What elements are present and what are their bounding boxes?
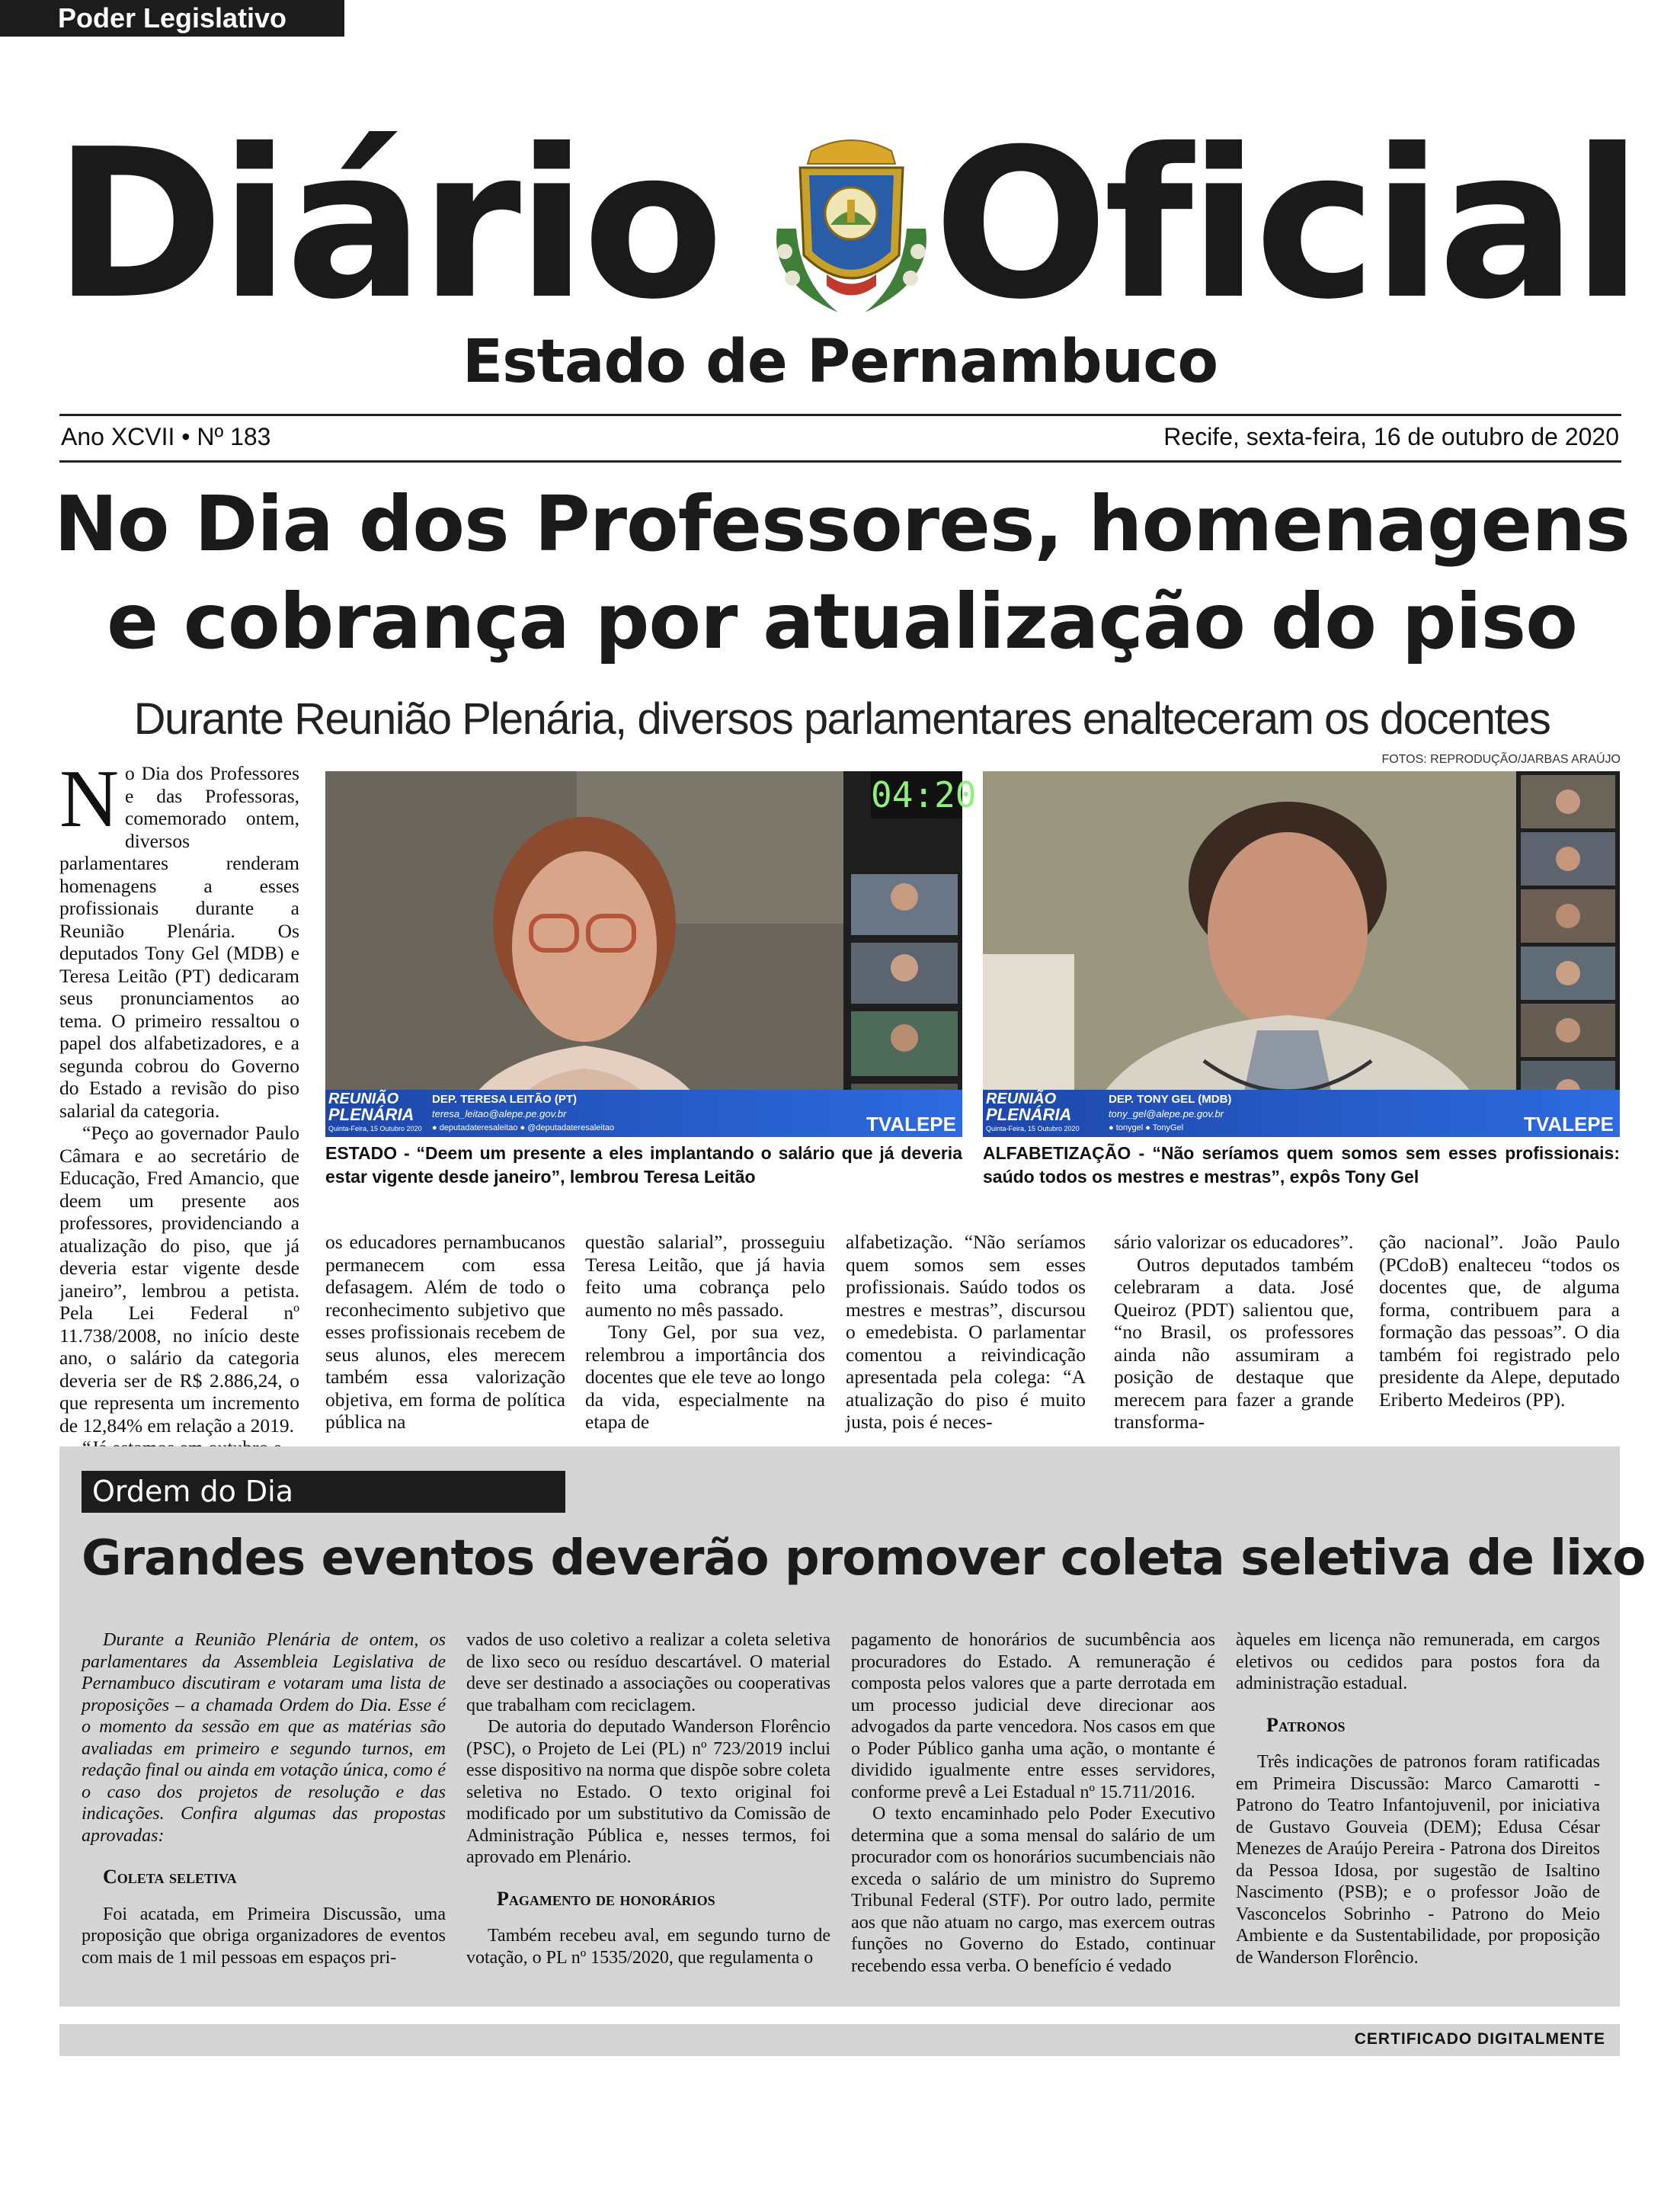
paragraph: sário valorizar os educadores”. bbox=[1114, 1231, 1354, 1253]
speaker-social: ● tonygel ● TonyGel bbox=[1109, 1123, 1184, 1132]
photo-teresa-leitao bbox=[325, 771, 977, 1137]
paragraph: vados de uso coletivo a realizar a coleta seletiva de lixo seco ou resíduo descartável. O material deve ser destinado a associações ou cooperativas que trabalham com reciclagem. bbox=[466, 1630, 830, 1715]
section-badge: Poder Legislativo bbox=[0, 0, 344, 37]
timer-display: 04:20 bbox=[871, 771, 962, 818]
article-column-4 bbox=[846, 1231, 1086, 1433]
program-bug-line-2: PLENÁRIA bbox=[986, 1105, 1072, 1124]
ordem-column-2 bbox=[466, 1629, 830, 1968]
article-column-2 bbox=[325, 1231, 565, 1433]
masthead-title-left: Diário bbox=[53, 104, 720, 344]
paragraph: Três indicações de patronos foram ratificadas em Primeira Discussão: Marco Camarotti - Patrono do Teatro Infantojuvenil, por iniciativa de Gustavo Gouveia (DEM); Edusa César Menezes de Araújo Pereira - Patrona dos Direitos da Pessoa Idosa, por sugestão de Isaltino Nascimento (PSB); e o professor João de Vasconcelos Sobrinho - Patrono do Meio Ambiente e da Sustentabilidade, por proposição de Wanderson Florêncio. bbox=[1236, 1752, 1600, 1968]
speaker-email: tony_gel@alepe.pe.gov.br bbox=[1109, 1108, 1224, 1120]
paragraph: Outros deputados também celebraram a data. José Queiroz (PDT) salientou que, “no Brasil, os professores ainda não assumiram a posição de destaque que merecem para fazer a grande transforma- bbox=[1114, 1253, 1354, 1433]
tv-alepe-logo: TVALEPE bbox=[866, 1113, 956, 1136]
paragraph: Também recebeu aval, em segundo turno de votação, o PL nº 1535/2020, que regulamenta o bbox=[466, 1926, 830, 1968]
paragraph: o Dia dos Professores e das Professoras, comemorado ontem, diversos parlamentares renderam homenagens a esses profissionais durante a Reunião Plenária. Os deputados Tony Gel (MDB) e Teresa Leitão (PT) dedicaram seus pronunciamentos ao tema. O primeiro ressaltou o papel dos alfabetizadores, e a segunda cobrou do Governo do Estado a revisão do piso salarial da categoria. bbox=[59, 762, 299, 1122]
coat-of-arms-icon bbox=[754, 130, 949, 320]
section-heading: Patronos bbox=[1266, 1713, 1346, 1736]
bottom-rule bbox=[59, 460, 1621, 463]
paragraph: os educadores pernambucanos permanecem com essa defasagem. Além de todo o reconhecimento subjetivo que esses profissionais recebem de seus alunos, eles merecem também essa valorização objetiva, em forma de política pública na bbox=[325, 1231, 565, 1433]
program-bug-line-2: PLENÁRIA bbox=[328, 1105, 414, 1124]
article-column-1 bbox=[59, 754, 299, 1459]
paragraph: Foi acatada, em Primeira Discussão, uma proposição que obriga organizadores de eventos com mais de 1 mil pessoas em espaços pri- bbox=[82, 1904, 446, 1968]
paragraph: “Peço ao governador Paulo Câmara e ao secretário de Educação, Fred Amancio, que deem um presente aos professores, providenciando a atualização do piso, que já deveria estar vigente desde janeiro”, lembrou a petista. Pela Lei Federal nº 11.738/2008, no início deste ano, o salário da categoria deveria ser de R$ 2.886,24, o que representa um incremento de 12,84% em relação a 2019. bbox=[59, 1122, 299, 1437]
speaker-name: DEP. TONY GEL (MDB) bbox=[1109, 1093, 1232, 1106]
tv-alepe-logo: TVALEPE bbox=[1524, 1113, 1614, 1136]
photo-tony-gel bbox=[983, 771, 1620, 1137]
paragraph: O texto encaminhado pelo Poder Executivo determina que a soma mensal do salário de um procurador com os honorários sucumbenciais não exceda o salário de um ministro do Supremo Tribunal Federal (STF). Por outro lado, permite aos que não atuam no cargo, mas exercem outras funções no Governo do Estado, continuar recebendo essa verba. O benefício é vedado bbox=[851, 1804, 1215, 1976]
paragraph: ção nacional”. João Paulo (PCdoB) enalteceu “todos os docentes que, de alguma forma, contribuem para a formação das pessoas”. O dia também foi registrado pelo presidente da Alepe, deputado Eriberto Medeiros (PP). bbox=[1379, 1231, 1620, 1411]
speaker-email: teresa_leitao@alepe.pe.gov.br bbox=[432, 1108, 567, 1120]
lower-third bbox=[983, 1090, 1620, 1137]
photo-caption-2: ALFABETIZAÇÃO - “Não seríamos quem somos sem esses profissionais: saúdo todos os mestres e mestras”, expôs Tony Gel bbox=[983, 1143, 1620, 1187]
ordem-column-4 bbox=[1236, 1629, 1600, 1968]
subheadline: Durante Reunião Plenária, diversos parlamentares enalteceram os docentes bbox=[133, 694, 1550, 744]
video-frame bbox=[325, 771, 962, 1137]
article-column-5 bbox=[1114, 1231, 1354, 1433]
section-heading: Pagamento de honorários bbox=[497, 1887, 715, 1910]
headline-line-2: e cobrança por atualização do piso bbox=[107, 577, 1577, 666]
masthead-subtitle: Estado de Pernambuco bbox=[462, 328, 1218, 396]
program-bug-line-1: REUNIÃO bbox=[986, 1091, 1057, 1107]
edition-number: Ano XCVII • Nº 183 bbox=[61, 423, 271, 450]
article-column-3 bbox=[585, 1231, 825, 1433]
section-heading: Coleta seletiva bbox=[103, 1866, 237, 1888]
headline-line-1: No Dia dos Professores, homenagens bbox=[54, 479, 1630, 569]
article-column-6 bbox=[1379, 1231, 1620, 1411]
paragraph: pagamento de honorários de sucumbência aos procuradores do Estado. A remuneração é composta pelos valores que a parte derrotada em um processo judicial deve direcionar aos advogados da parte vencedora. Nos casos em que o Poder Público ganha uma ação, o montante é dividido igualmente entre esses servidores, conforme prevê a Lei Estadual nº 15.711/2016. bbox=[851, 1630, 1215, 1802]
drop-cap: N bbox=[59, 754, 119, 844]
speaker-name: DEP. TERESA LEITÃO (PT) bbox=[432, 1093, 578, 1106]
ordem-do-dia-tag: Ordem do Dia bbox=[82, 1471, 565, 1513]
paragraph: àqueles em licença não remunerada, em cargos eletivos ou cedidos para postos fora da administração estadual. bbox=[1236, 1630, 1600, 1693]
masthead-title-right: Oficial bbox=[933, 104, 1638, 344]
paragraph: questão salarial”, prosseguiu Teresa Leitão, que já havia feito uma cobrança pelo aumento no mês passado. bbox=[585, 1231, 825, 1321]
program-date: Quinta-Feira, 15 Outubro 2020 bbox=[328, 1125, 422, 1132]
photo-credit: FOTOS: REPRODUÇÃO/JARBAS ARAÚJO bbox=[1381, 753, 1621, 766]
lower-third bbox=[325, 1090, 962, 1137]
video-frame bbox=[983, 771, 1620, 1137]
paragraph: De autoria do deputado Wanderson Florêncio (PSC), o Projeto de Lei (PL) nº 723/2019 inclui esse dispositivo na norma que dispõe sobre coleta seletiva no Estado. O texto original foi modificado por um substitutivo da Comissão de Administração Pública e, nesses termos, foi aprovado em Plenário. bbox=[466, 1717, 830, 1867]
ordem-column-1 bbox=[82, 1629, 446, 1968]
program-bug-line-1: REUNIÃO bbox=[328, 1091, 399, 1107]
program-date: Quinta-Feira, 15 Outubro 2020 bbox=[986, 1125, 1080, 1132]
photo-caption-1: ESTADO - “Deem um presente a eles implantando o salário que já deveria estar vigente desde janeiro”, lembrou Teresa Leitão bbox=[325, 1143, 962, 1187]
top-rule bbox=[59, 414, 1621, 416]
digital-certificate-label: CERTIFICADO DIGITALMENTE bbox=[1354, 2030, 1605, 2048]
intro-paragraph: Durante a Reunião Plenária de ontem, os parlamentares da Assembleia Legislativa de Pernambuco discutiram e votaram uma lista de proposições – a chamada Ordem do Dia. Esse é o momento da sessão em que as matérias são avaliadas em primeiro e segundo turnos, em redação final ou ainda em votação única, como é o caso dos projetos de resolução e das indicações. Confira algumas das propostas aprovadas: bbox=[82, 1630, 446, 1846]
paragraph: Tony Gel, por sua vez, relembrou a importância dos docentes que ele teve ao longo da vida, especialmente na etapa de bbox=[585, 1321, 825, 1433]
edition-date: Recife, sexta-feira, 16 de outubro de 2020 bbox=[1163, 423, 1619, 450]
ordem-column-3 bbox=[851, 1629, 1215, 1977]
paragraph: alfabetização. “Não seríamos quem somos sem esses profissionais. Saúdo todos os mestres e mestras”, discursou o emedebista. O parlamentar comentou a reivindicação apresentada pela colega: “A atualização do piso é muito justa, pois é neces- bbox=[846, 1231, 1086, 1433]
ordem-headline: Grandes eventos deverão promover coleta seletiva de lixo bbox=[82, 1530, 1646, 1587]
masthead bbox=[53, 104, 1638, 351]
speaker-social: ● deputadateresaleitao ● @deputadateresaleitao bbox=[432, 1123, 615, 1132]
